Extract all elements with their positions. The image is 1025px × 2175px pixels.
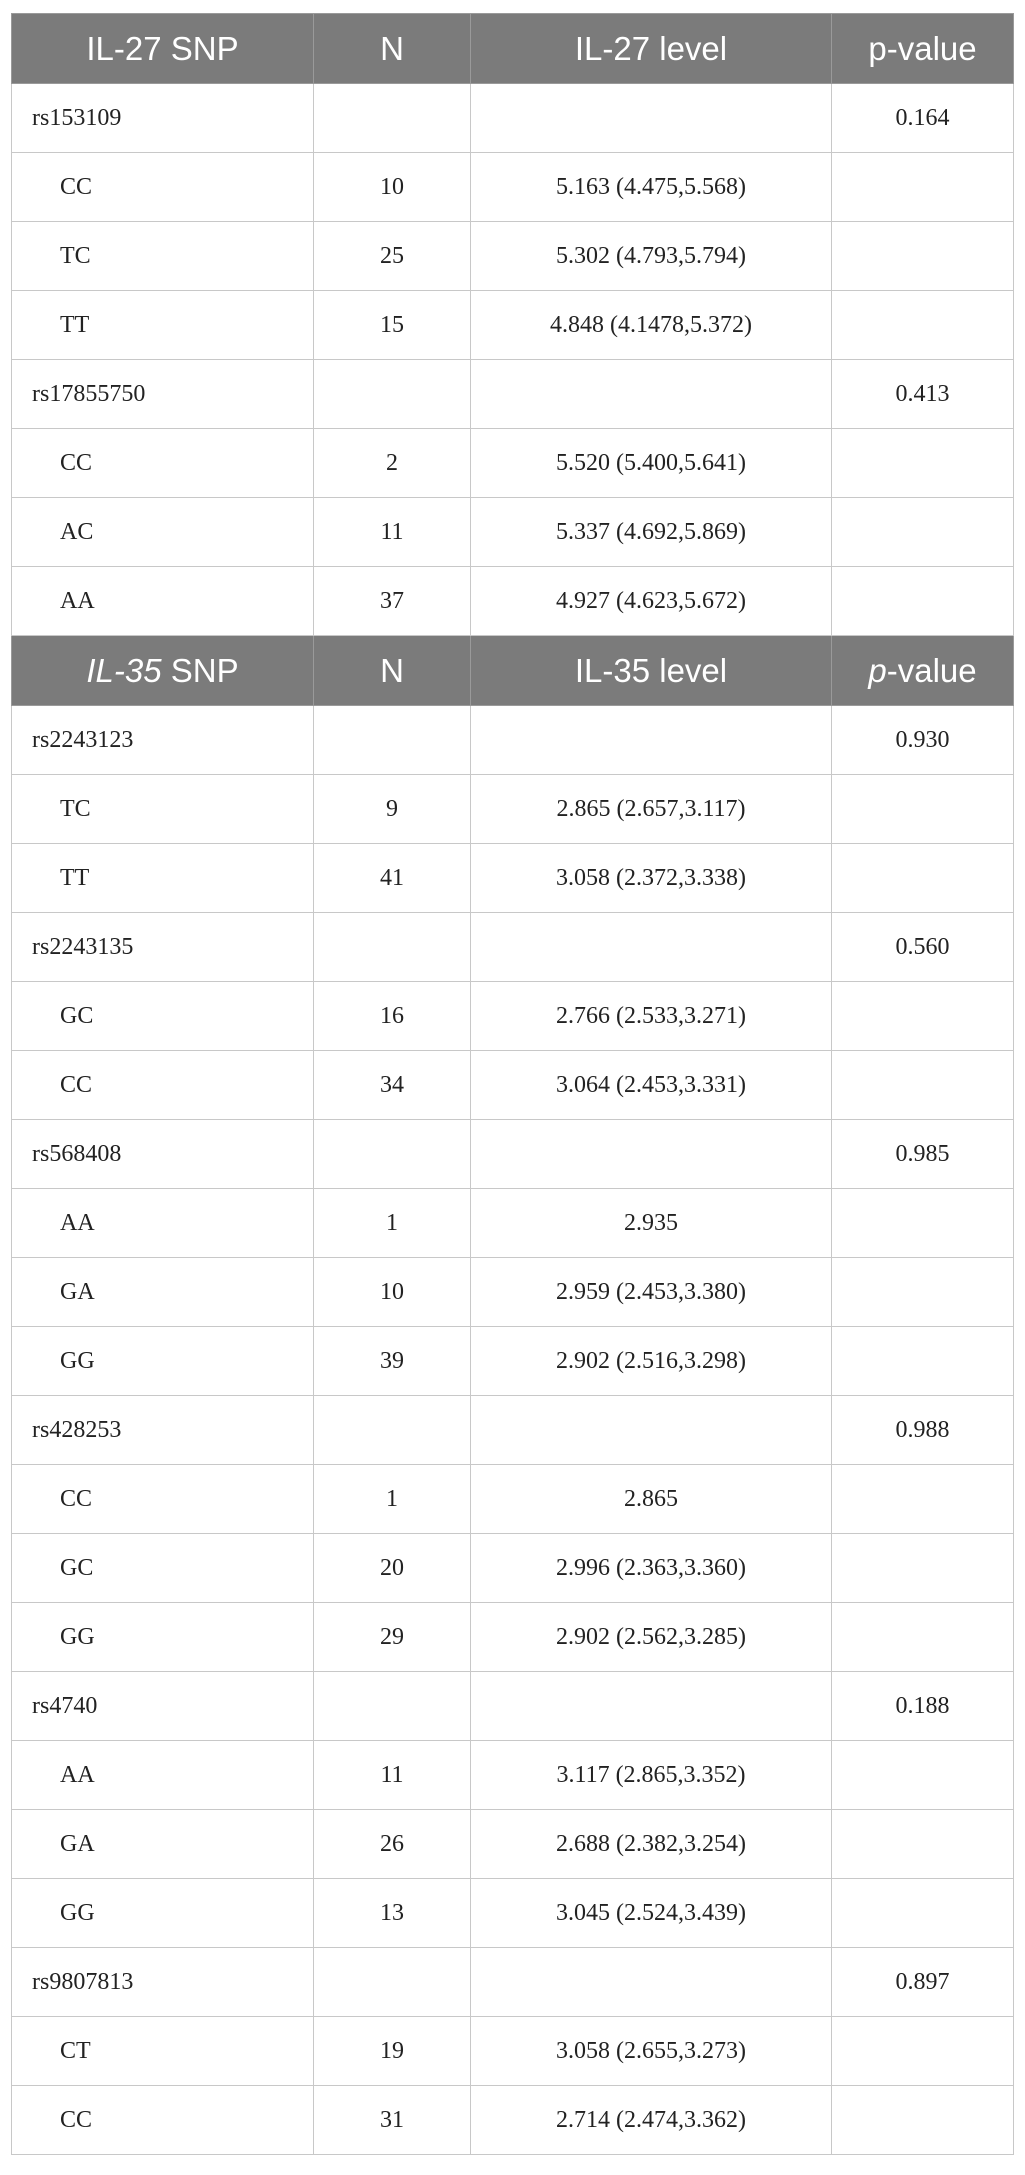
level-cell: 3.058 (2.655,3.273) — [471, 2017, 832, 2086]
snp-row — [12, 360, 1014, 429]
n-cell — [314, 84, 471, 153]
il35-snp-header-rest: SNP — [161, 651, 239, 689]
p-value-cell — [832, 1051, 1014, 1120]
il35-pvalue-header-rest: -value — [886, 651, 977, 689]
p-value-cell: 0.930 — [832, 706, 1014, 775]
il35-snp-header — [12, 636, 314, 706]
n-cell: 19 — [314, 2017, 471, 2086]
level-cell: 2.902 (2.516,3.298) — [471, 1327, 832, 1396]
level-cell: 2.959 (2.453,3.380) — [471, 1258, 832, 1327]
level-cell — [471, 84, 832, 153]
genotype-row — [12, 1879, 1014, 1948]
genotype-cell: AA — [12, 1741, 314, 1810]
genotype-cell: CC — [12, 1465, 314, 1534]
level-cell — [471, 1396, 832, 1465]
n-cell: 37 — [314, 567, 471, 636]
genotype-cell: CC — [12, 153, 314, 222]
n-cell: 11 — [314, 498, 471, 567]
n-cell — [314, 913, 471, 982]
il35-body — [12, 706, 1014, 2155]
p-value-cell — [832, 1741, 1014, 1810]
level-cell — [471, 1672, 832, 1741]
snp-id-cell: rs4740 — [12, 1672, 314, 1741]
il35-n-header: N — [314, 636, 471, 706]
snp-row — [12, 706, 1014, 775]
level-cell: 3.064 (2.453,3.331) — [471, 1051, 832, 1120]
level-cell — [471, 1120, 832, 1189]
p-value-cell — [832, 498, 1014, 567]
n-cell: 20 — [314, 1534, 471, 1603]
genotype-cell: GG — [12, 1327, 314, 1396]
p-value-cell — [832, 1327, 1014, 1396]
genotype-cell: CC — [12, 429, 314, 498]
il35-snp-header-italic: IL-35 — [86, 651, 162, 689]
p-value-cell: 0.560 — [832, 913, 1014, 982]
p-value-cell — [832, 291, 1014, 360]
il27-header-row — [12, 14, 1014, 84]
level-cell: 2.766 (2.533,3.271) — [471, 982, 832, 1051]
il27-level-header: IL-27 level — [471, 14, 832, 84]
n-cell — [314, 360, 471, 429]
p-value-cell: 0.897 — [832, 1948, 1014, 2017]
n-cell: 15 — [314, 291, 471, 360]
snp-row — [12, 1672, 1014, 1741]
genotype-cell: GC — [12, 1534, 314, 1603]
snp-level-table — [11, 13, 1014, 2155]
snp-row — [12, 84, 1014, 153]
genotype-row — [12, 982, 1014, 1051]
genotype-row — [12, 2086, 1014, 2155]
p-value-cell: 0.188 — [832, 1672, 1014, 1741]
p-value-cell — [832, 1534, 1014, 1603]
p-value-cell — [832, 1810, 1014, 1879]
level-cell: 2.996 (2.363,3.360) — [471, 1534, 832, 1603]
p-value-cell — [832, 1189, 1014, 1258]
genotype-cell: GA — [12, 1258, 314, 1327]
level-cell — [471, 360, 832, 429]
p-value-cell: 0.985 — [832, 1120, 1014, 1189]
p-value-cell — [832, 2017, 1014, 2086]
n-cell: 29 — [314, 1603, 471, 1672]
genotype-row — [12, 775, 1014, 844]
il27-snp-header: IL-27 SNP — [12, 14, 314, 84]
level-cell: 5.337 (4.692,5.869) — [471, 498, 832, 567]
p-value-cell — [832, 775, 1014, 844]
genotype-row — [12, 1327, 1014, 1396]
n-cell: 11 — [314, 1741, 471, 1810]
genotype-cell: AC — [12, 498, 314, 567]
n-cell — [314, 1120, 471, 1189]
snp-id-cell: rs2243123 — [12, 706, 314, 775]
genotype-cell: AA — [12, 1189, 314, 1258]
level-cell: 2.935 — [471, 1189, 832, 1258]
genotype-cell: CC — [12, 1051, 314, 1120]
level-cell: 2.865 — [471, 1465, 832, 1534]
level-cell — [471, 706, 832, 775]
il35-header-row — [12, 636, 1014, 706]
p-value-cell — [832, 1258, 1014, 1327]
n-cell — [314, 1396, 471, 1465]
genotype-cell: CC — [12, 2086, 314, 2155]
level-cell — [471, 1948, 832, 2017]
il35-pvalue-header-italic: p — [868, 651, 887, 689]
n-cell: 1 — [314, 1189, 471, 1258]
genotype-cell: TC — [12, 222, 314, 291]
level-cell: 3.058 (2.372,3.338) — [471, 844, 832, 913]
snp-row — [12, 1948, 1014, 2017]
snp-id-cell: rs428253 — [12, 1396, 314, 1465]
n-cell: 39 — [314, 1327, 471, 1396]
n-cell: 31 — [314, 2086, 471, 2155]
genotype-row — [12, 1741, 1014, 1810]
level-cell: 2.714 (2.474,3.362) — [471, 2086, 832, 2155]
genotype-row — [12, 1051, 1014, 1120]
il35-level-header: IL-35 level — [471, 636, 832, 706]
p-value-cell — [832, 982, 1014, 1051]
il27-body — [12, 84, 1014, 636]
genotype-row — [12, 2017, 1014, 2086]
p-value-cell — [832, 222, 1014, 291]
il35-header-group — [12, 636, 1014, 706]
snp-row — [12, 1120, 1014, 1189]
level-cell: 5.302 (4.793,5.794) — [471, 222, 832, 291]
genotype-row — [12, 844, 1014, 913]
il27-pvalue-header: p-value — [832, 14, 1014, 84]
p-value-cell — [832, 153, 1014, 222]
p-value-cell — [832, 1465, 1014, 1534]
genotype-row — [12, 498, 1014, 567]
n-cell: 9 — [314, 775, 471, 844]
genotype-row — [12, 1810, 1014, 1879]
genotype-cell: GC — [12, 982, 314, 1051]
n-cell: 1 — [314, 1465, 471, 1534]
p-value-cell — [832, 429, 1014, 498]
level-cell — [471, 913, 832, 982]
level-cell: 2.902 (2.562,3.285) — [471, 1603, 832, 1672]
p-value-cell: 0.988 — [832, 1396, 1014, 1465]
genotype-cell: AA — [12, 567, 314, 636]
genotype-row — [12, 1258, 1014, 1327]
snp-id-cell: rs9807813 — [12, 1948, 314, 2017]
p-value-cell: 0.164 — [832, 84, 1014, 153]
il35-pvalue-header — [832, 636, 1014, 706]
level-cell: 3.045 (2.524,3.439) — [471, 1879, 832, 1948]
genotype-cell: CT — [12, 2017, 314, 2086]
n-cell: 13 — [314, 1879, 471, 1948]
n-cell — [314, 1672, 471, 1741]
p-value-cell — [832, 1603, 1014, 1672]
level-cell: 2.865 (2.657,3.117) — [471, 775, 832, 844]
genotype-row — [12, 1534, 1014, 1603]
snp-id-cell: rs153109 — [12, 84, 314, 153]
genotype-cell: GG — [12, 1603, 314, 1672]
n-cell: 2 — [314, 429, 471, 498]
il27-n-header: N — [314, 14, 471, 84]
p-value-cell: 0.413 — [832, 360, 1014, 429]
p-value-cell — [832, 2086, 1014, 2155]
genotype-row — [12, 222, 1014, 291]
p-value-cell — [832, 844, 1014, 913]
level-cell: 5.520 (5.400,5.641) — [471, 429, 832, 498]
genotype-cell: TT — [12, 291, 314, 360]
snp-id-cell: rs568408 — [12, 1120, 314, 1189]
n-cell: 10 — [314, 1258, 471, 1327]
snp-row — [12, 1396, 1014, 1465]
genotype-row — [12, 1465, 1014, 1534]
genotype-row — [12, 429, 1014, 498]
snp-id-cell: rs17855750 — [12, 360, 314, 429]
n-cell: 10 — [314, 153, 471, 222]
level-cell: 4.927 (4.623,5.672) — [471, 567, 832, 636]
genotype-row — [12, 291, 1014, 360]
genotype-cell: GG — [12, 1879, 314, 1948]
level-cell: 2.688 (2.382,3.254) — [471, 1810, 832, 1879]
genotype-row — [12, 153, 1014, 222]
genotype-row — [12, 1603, 1014, 1672]
n-cell — [314, 1948, 471, 2017]
level-cell: 5.163 (4.475,5.568) — [471, 153, 832, 222]
level-cell: 3.117 (2.865,3.352) — [471, 1741, 832, 1810]
genotype-cell: TT — [12, 844, 314, 913]
genotype-row — [12, 567, 1014, 636]
n-cell: 25 — [314, 222, 471, 291]
genotype-cell: GA — [12, 1810, 314, 1879]
n-cell: 34 — [314, 1051, 471, 1120]
genotype-cell: TC — [12, 775, 314, 844]
genotype-row — [12, 1189, 1014, 1258]
snp-row — [12, 913, 1014, 982]
n-cell: 26 — [314, 1810, 471, 1879]
p-value-cell — [832, 1879, 1014, 1948]
n-cell — [314, 706, 471, 775]
p-value-cell — [832, 567, 1014, 636]
level-cell: 4.848 (4.1478,5.372) — [471, 291, 832, 360]
n-cell: 16 — [314, 982, 471, 1051]
n-cell: 41 — [314, 844, 471, 913]
snp-id-cell: rs2243135 — [12, 913, 314, 982]
